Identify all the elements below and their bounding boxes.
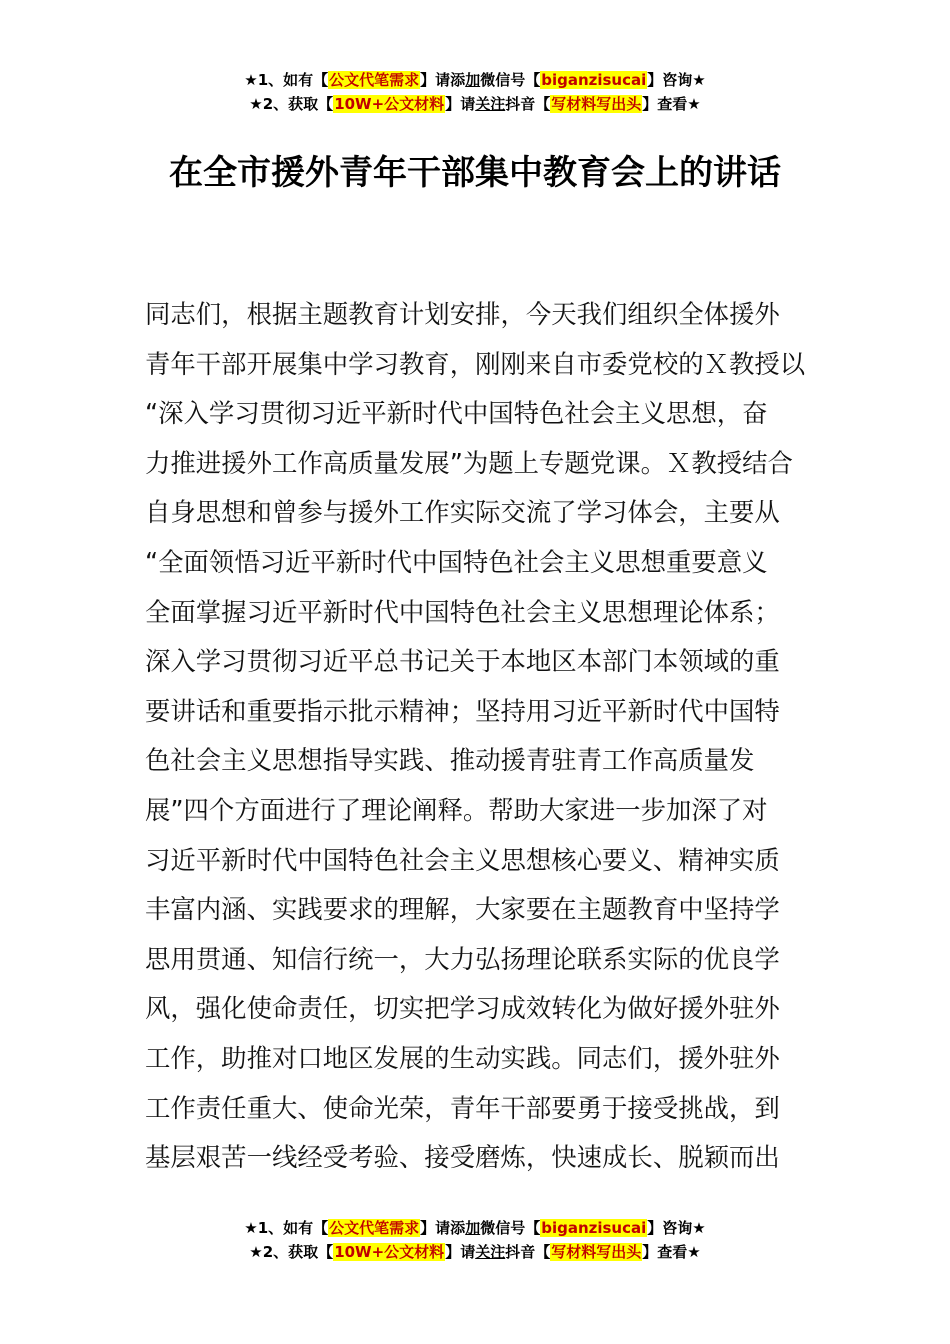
body-line: 习近平新时代中国特色社会主义思想核心要义、精神实质 bbox=[145, 844, 780, 875]
highlight-wechat-id: biganzisucai bbox=[541, 71, 647, 89]
body-line: 青年干部开展集中学习教育，刚刚来自市委党校的Ｘ教授以 bbox=[145, 348, 806, 379]
body-line: 自身思想和曾参与援外工作实际交流了学习体会，主要从 bbox=[145, 497, 780, 528]
body-line: 力推进援外工作高质量发展”为题上专题党课。Ｘ教授结合 bbox=[145, 447, 793, 478]
body-line: 色社会主义思想指导实践、推动援青驻青工作高质量发 bbox=[145, 745, 755, 776]
footer-banner bbox=[0, 1216, 950, 1264]
highlight-service: 公文代笔需求 bbox=[329, 71, 420, 89]
body-line: 工作责任重大、使命光荣，青年干部要勇于接受挑战，到 bbox=[145, 1092, 780, 1123]
body-line: 深入学习贯彻习近平总书记关于本地区本部门本领域的重 bbox=[145, 646, 780, 677]
body-line: 工作，助推对口地区发展的生动实践。同志们，援外驻外 bbox=[145, 1042, 780, 1073]
highlight-materials: 10W+公文材料 bbox=[334, 1243, 445, 1261]
highlight-douyin-account: 写材料写出头 bbox=[551, 1243, 642, 1261]
body-line: “全面领悟习近平新时代中国特色社会主义思想重要意义 bbox=[145, 546, 768, 577]
body-line: 展”四个方面进行了理论阐释。帮助大家进一步加深了对 bbox=[145, 794, 768, 825]
body-line: 丰富内涵、实践要求的理解，大家要在主题教育中坚持学 bbox=[145, 894, 780, 925]
banner-line-1: ★1、如有【公文代笔需求】请添加微信号【biganzisucai】咨询★ bbox=[244, 1219, 706, 1237]
body-line: 全面掌握习近平新时代中国特色社会主义思想理论体系； bbox=[145, 596, 780, 627]
highlight-douyin-account: 写材料写出头 bbox=[551, 95, 642, 113]
document-title: 在全市援外青年干部集中教育会上的讲话 bbox=[169, 153, 781, 193]
body-line: 要讲话和重要指示批示精神；坚持用习近平新时代中国特 bbox=[145, 695, 780, 726]
highlight-materials: 10W+公文材料 bbox=[334, 95, 445, 113]
body-line: 思用贯通、知信行统一，大力弘扬理论联系实际的优良学 bbox=[145, 943, 780, 974]
highlight-wechat-id: biganzisucai bbox=[541, 1219, 647, 1237]
body-line: “深入学习贯彻习近平新时代中国特色社会主义思想，奋 bbox=[145, 398, 768, 429]
banner-line-1: ★1、如有【公文代笔需求】请添加微信号【biganzisucai】咨询★ bbox=[244, 71, 706, 89]
body-line: 同志们，根据主题教育计划安排，今天我们组织全体援外 bbox=[145, 299, 780, 329]
banner-line-2: ★2、获取【10W+公文材料】请关注抖音【写材料写出头】查看★ bbox=[249, 95, 701, 113]
body-line: 风，强化使命责任，切实把学习成效转化为做好援外驻外 bbox=[145, 993, 780, 1024]
body-paragraph bbox=[145, 290, 810, 1183]
header-banner bbox=[0, 68, 950, 116]
body-line: 基层艰苦一线经受考验、接受磨炼，快速成长、脱颖而出 bbox=[145, 1142, 780, 1173]
banner-line-2: ★2、获取【10W+公文材料】请关注抖音【写材料写出头】查看★ bbox=[249, 1243, 701, 1261]
highlight-service: 公文代笔需求 bbox=[329, 1219, 420, 1237]
